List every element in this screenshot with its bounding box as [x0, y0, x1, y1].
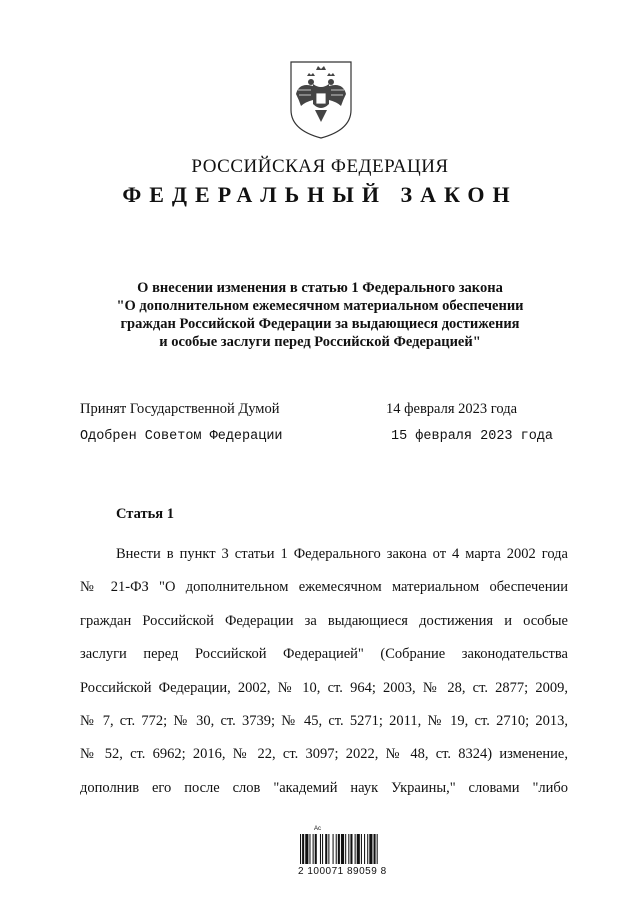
article-heading: Статья 1 [116, 506, 174, 522]
approved-by-council-label: Одобрен Советом Федерации [80, 429, 283, 444]
adopted-by-duma-date: 14 февраля 2023 года [386, 401, 518, 417]
article-text-line: Внести в пункт 3 статьи 1 Федерального закона от 4 марта 2002 года [116, 546, 568, 562]
law-title [90, 279, 550, 351]
adopted-by-duma-label: Принят Государственной Думой [80, 401, 280, 417]
approved-by-council-date: 15 февраля 2023 года [391, 429, 554, 444]
article-text-line: заслуги перед Российской Федерацией" (Собрание законодательства [80, 646, 568, 663]
article-text-line: граждан Российской Федерации за выдающиеся достижения и особые [80, 612, 568, 629]
coat-of-arms-emblem [287, 60, 355, 140]
article-text-line: № 52, ст. 6962; 2016, № 22, ст. 3097; 2022, № 48, ст. 8324) изменение, [80, 746, 568, 763]
article-text-line: дополнив его после слов "академий наук Украины," словами "либо [80, 779, 568, 796]
article-body [80, 538, 568, 805]
law-type-heading: ФЕДЕРАЛЬНЫЙ ЗАКОН [122, 182, 518, 207]
country-heading: РОССИЙСКАЯ ФЕДЕРАЦИЯ [191, 156, 449, 177]
law-title-line: О внесении изменения в статью 1 Федерального закона [137, 280, 503, 296]
barcode-number: 2 100071 89059 8 [298, 866, 387, 877]
barcode-image [300, 834, 410, 864]
law-title-line: граждан Российской Федерации за выдающиеся достижения [120, 316, 520, 332]
article-text-line: № 21-ФЗ "О дополнительном ежемесячном материальном обеспечении [80, 579, 568, 596]
law-title-line: "О дополнительном ежемесячном материальном обеспечении [116, 298, 524, 314]
law-title-line: и особые заслуги перед Российской Федерацией" [159, 334, 481, 350]
barcode-mark: Ac [314, 826, 322, 832]
article-text-line: Российской Федерации, 2002, № 10, ст. 964; 2003, № 28, ст. 2877; 2009, [80, 679, 568, 696]
article-text-line: № 7, ст. 772; № 30, ст. 3739; № 45, ст. 5271; 2011, № 19, ст. 2710; 2013, [80, 713, 568, 730]
